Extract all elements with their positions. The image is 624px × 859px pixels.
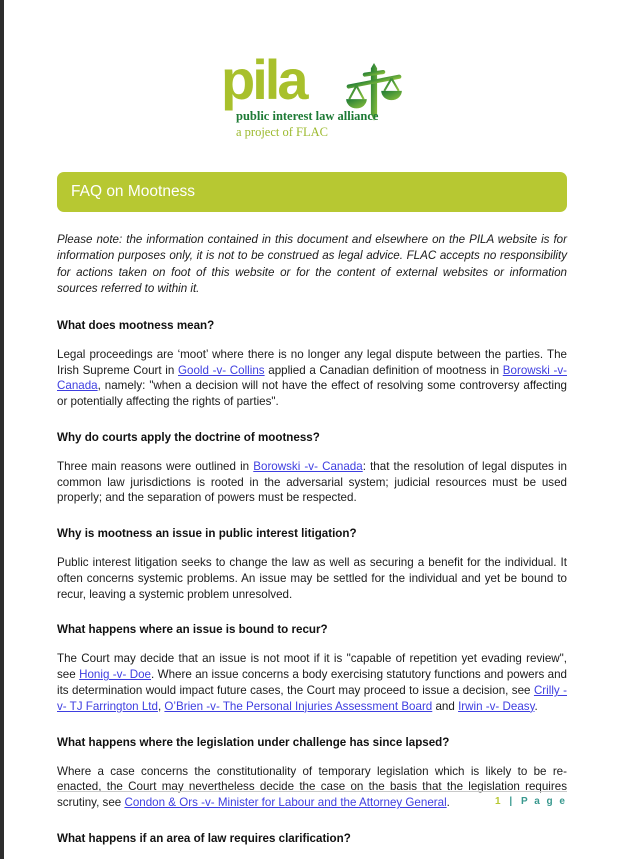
section-heading: Why do courts apply the doctrine of mootness? (57, 430, 320, 444)
case-link[interactable]: Honig -v- Doe (79, 668, 152, 682)
case-link[interactable]: Crilly -v- TJ Farrington Ltd (57, 684, 567, 713)
case-link[interactable]: Goold -v- Collins (178, 363, 265, 377)
page-number-separator: | (509, 796, 515, 807)
faq-sections (57, 319, 567, 845)
logo-subtagline: a project of FLAC (236, 125, 328, 139)
section-paragraph: Legal proceedings are ‘moot’ where there is no longer any legal dispute between the parties. The Irish Supreme Court in Goold -v- Collins applied a Canadian definition of mootness in Borowski -v- Canada, namely: "when a decision will not have the effect of resolving some controversy affecting or potentially affecting the rights of parties". (57, 347, 567, 409)
page-number-label (57, 796, 567, 810)
section-paragraph: The Court may decide that an issue is not moot if it is "capable of repetition yet evading review", see Honig -v- Doe. Where an issue concerns a body exercising statutory functions and powers and its determination would impact future cases, the Court may proceed to issue a decision, see Crilly -v- TJ Farrington Ltd, O’Brien -v- The Personal Injuries Assessment Board and Irwin -v- Deasy. (57, 652, 567, 713)
faq-section (57, 431, 567, 506)
faq-section (57, 623, 567, 714)
section-paragraph: Three main reasons were outlined in Borowski -v- Canada: that the resolution of legal disputes in common law jurisdictions is rooted in the adversarial system; judicial resources must be used properly; and the separation of powers must be respected. (57, 459, 567, 505)
case-link[interactable]: Borowski -v- Canada (57, 363, 567, 393)
case-link[interactable]: Borowski -v- Canada (253, 459, 363, 473)
case-link[interactable]: Condon & Ors -v- Minister for Labour and the Attorney General (124, 796, 447, 810)
section-heading: Why is mootness an issue in public interest litigation? (57, 527, 357, 541)
pila-logo (221, 48, 403, 142)
case-link[interactable]: O’Brien -v- The Personal Injuries Assessment Board (164, 699, 433, 713)
case-link[interactable]: Irwin -v- Deasy (458, 699, 535, 713)
page-title-bar (57, 172, 567, 212)
logo-tagline: public interest law alliance (236, 109, 379, 123)
faq-section (57, 527, 567, 602)
section-heading: What happens where an issue is bound to recur? (57, 623, 328, 637)
disclaimer-note: Please note: the information contained in this document and elsewhere on the PILA website is for information purposes only, it is not to be construed as legal advice. FLAC accepts no responsibility for actions taken on foot of this website or for the content of external websites or information sources referred to within it. (57, 233, 567, 296)
footer-divider (57, 791, 567, 792)
page-title: FAQ on Mootness (71, 183, 196, 200)
logo-brand-text: pila (221, 48, 306, 111)
page-left-edge (0, 0, 4, 859)
page-footer (57, 791, 567, 810)
section-paragraph: Public interest litigation seeks to change the law as well as securing a benefit for the individual. It often concerns systemic problems. An issue may be settled for the individual and yet be bound to recur, leaving a systemic problem unresolved. (57, 556, 567, 601)
section-paragraph: Where a case concerns the constitutionality of temporary legislation which is likely to be re-enacted, the Court may nevertheless decide the case on the basis that the legislation requires scrutiny, see Condon & Ors -v- Minister for Labour and the Attorney General. (57, 764, 567, 810)
faq-section (57, 319, 567, 410)
faq-section (57, 832, 567, 845)
section-heading: What happens where the legislation under challenge has since lapsed? (57, 735, 450, 749)
page-word: P a g e (520, 796, 567, 807)
document-content (57, 232, 567, 845)
page-number: 1 (495, 796, 503, 807)
section-heading: What does mootness mean? (57, 318, 215, 332)
section-heading: What happens if an area of law requires clarification? (57, 831, 351, 845)
